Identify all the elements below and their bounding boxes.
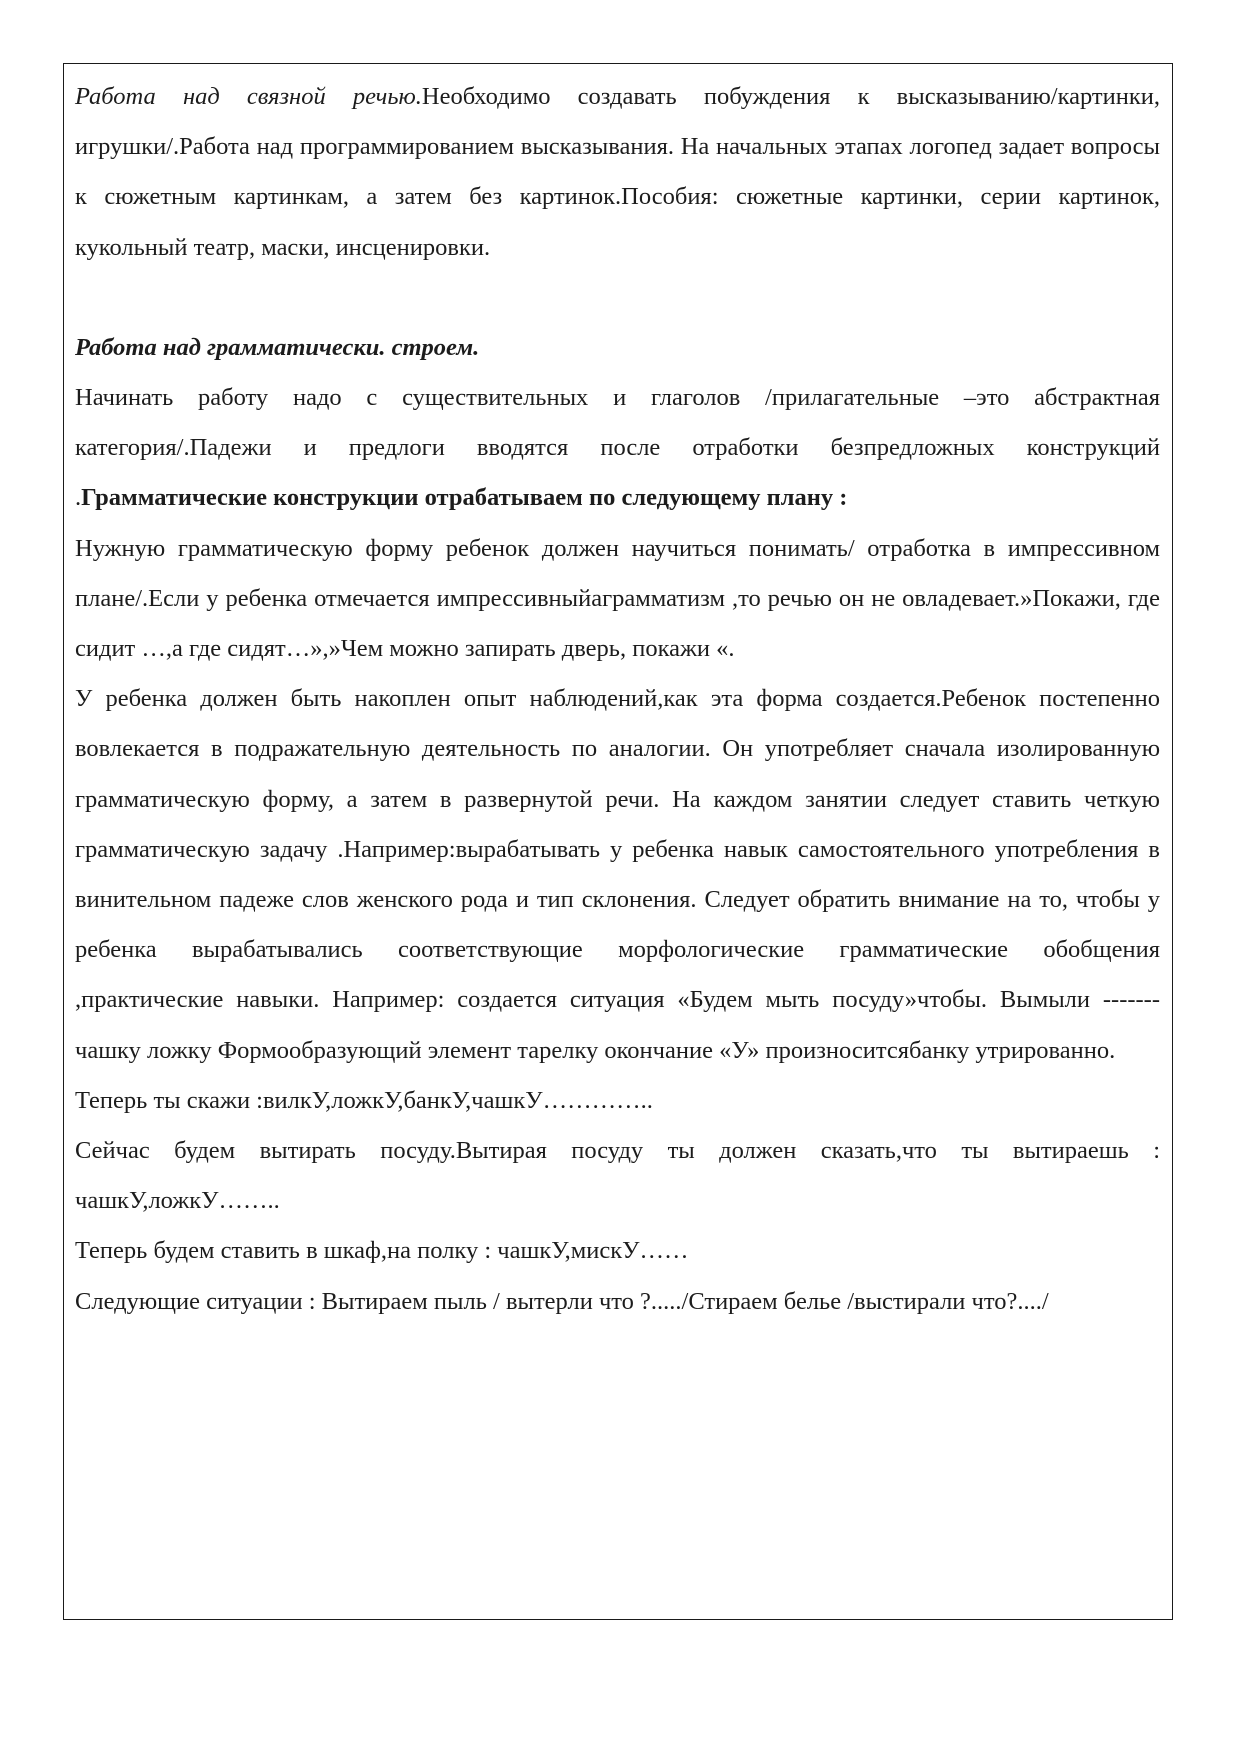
paragraph-text: Начинать работу надо с существительных и глаголов /прилагательные –это абстрактная категория/.Падежи и предлоги вводятся после отработки безпредложных конструкций . — [75, 384, 1160, 512]
section-heading-grammar: Работа над грамматически. строем. — [75, 333, 480, 361]
example-wipe-dishes: Сейчас будем вытирать посуду.Вытирая посуду ты должен сказать,что ты вытираешь : чашкУ,ложкУ…….. — [75, 1137, 1160, 1215]
paragraph-text: Необходимо создавать побуждения к высказыванию/картинки, игрушки/.Работа над программированием высказывания. На начальных этапах логопед задает вопросы к сюжетным картинкам, а затем без картинок.Пособия: сюжетные картинки, серии картинок, кукольный театр, маски, инсценировки. — [75, 83, 1160, 261]
run-in-lead-connected-speech: Работа над связной речью. — [75, 83, 422, 110]
paragraph-connected-speech — [75, 72, 1160, 273]
example-cupboard-line: Теперь будем ставить в шкаф,на полку : чашкУ,мискУ…… — [75, 1237, 689, 1265]
document-body — [75, 72, 1160, 1327]
example-say-line: Теперь ты скажи :вилкУ,ложкУ,банкУ,чашкУ………….. — [75, 1086, 653, 1114]
paragraph-impressive-plan: Нужную грамматическую форму ребенок должен научиться понимать/ отработка в импрессивном плане/.Если у ребенка отмечается импрессивныйаграмматизм ,то речью он не овладевает.»Покажи, где сидит …,а где сидят…»,»Чем можно запирать дверь, покажи «. — [75, 534, 1160, 663]
bold-plan-statement: Грамматические конструкции отрабатываем по следующему плану : — [81, 484, 848, 512]
paragraph-grammar-start — [75, 373, 1160, 524]
blank-line — [75, 273, 1160, 323]
paragraph-imitation-example: У ребенка должен быть накоплен опыт наблюдений,как эта форма создается.Ребенок постепенно вовлекается в подражательную деятельность по аналогии. Он употребляет сначала изолированную грамматическую форму, а затем в развернутой речи. На каждом занятии следует ставить четкую грамматическую задачу .Например:вырабатывать у ребенка навык самостоятельного употребления в винительном падеже слов женского рода и тип склонения. Следует обратить внимание на то, чтобы у ребенка вырабатывались соответствующие морфологические грамматические обобщения ,практические навыки. Например: создается ситуация «Будем мыть посуду»чтобы. Вымыли -------чашку ложку Формообразующий элемент тарелку окончание «У» произноситсябанку утрированно. — [75, 685, 1160, 1064]
example-next-situations: Следующие ситуации : Вытираем пыль / вытерли что ?...../Стираем белье /выстирали что?..../ — [75, 1287, 1049, 1315]
